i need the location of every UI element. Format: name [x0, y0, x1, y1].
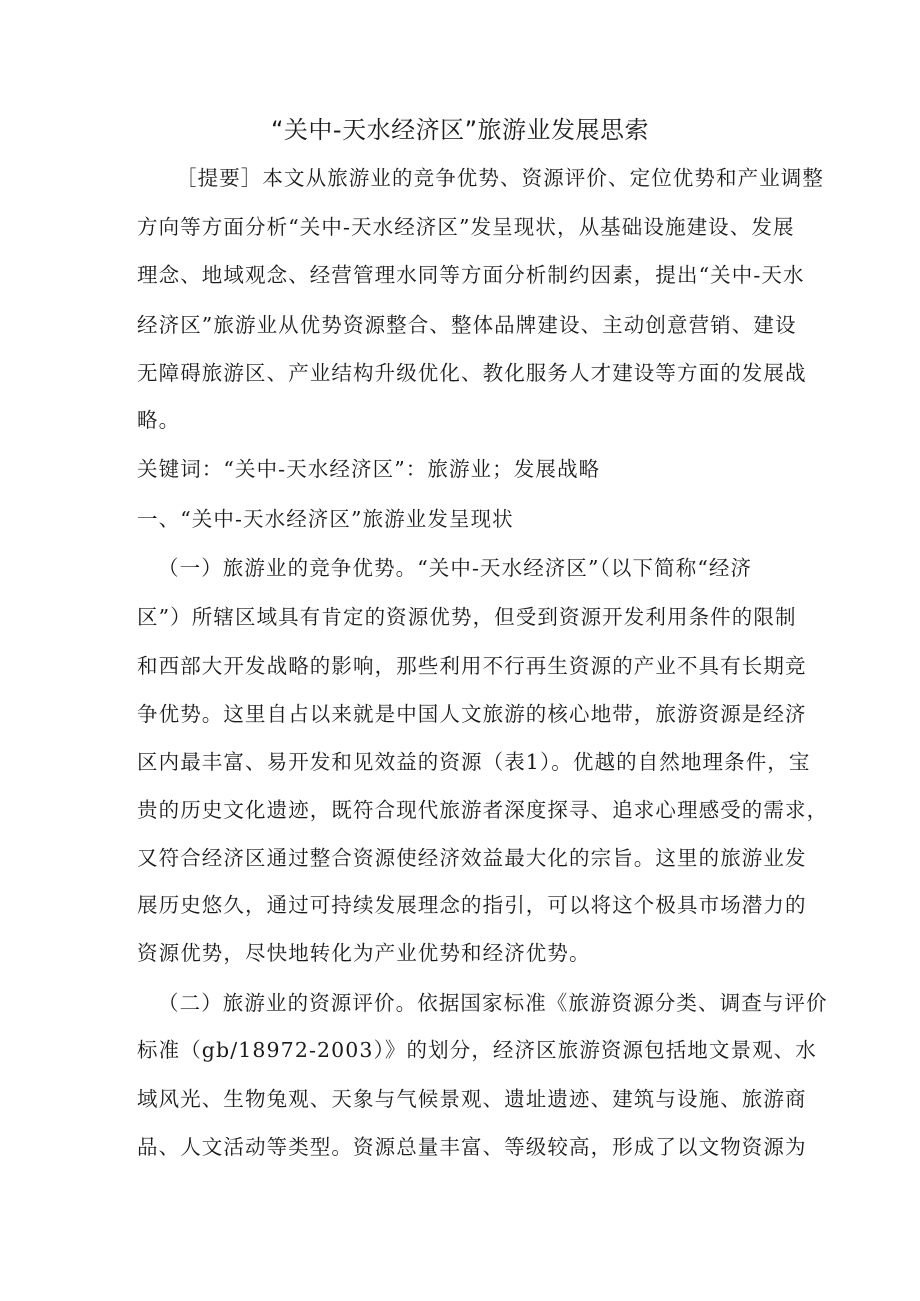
abstract-line: 略。	[137, 408, 181, 432]
abstract-line: 经济区”旅游业从优势资源整合、整体品牌建设、主动创意营销、建设	[137, 313, 797, 337]
paragraph-line: （二）旅游业的资源评价。依据国家标准《旅游资源分类、调查与评价	[158, 991, 828, 1015]
document-title: “关中-天水经济区”旅游业发展思索	[270, 116, 650, 144]
section-heading: 一、“关中-天水经济区”旅游业发呈现状	[137, 507, 514, 531]
paragraph-line: 品、人文活动等类型。资源总量丰富、等级较高，形成了以文物资源为	[137, 1135, 807, 1159]
paragraph-line: 资源优势，尽快地转化为产业优势和经济优势。	[137, 941, 591, 965]
abstract-line: 方向等方面分析“关中-天水经济区”发呈现状，从基础设施建设、发展	[137, 215, 795, 239]
paragraph-line: 争优势。这里自占以来就是中国人文旅游的核心地带，旅游资源是经济	[137, 702, 807, 726]
keywords-line: 关键词：“关中-天水经济区”：旅游业；发展战略	[137, 457, 601, 481]
paragraph-line: 和西部大开发战略的影响，那些利用不行再生资源的产业不具有长期竞	[137, 654, 807, 678]
paragraph-line: 又符合经济区通过整合资源使经济效益最大化的宗旨。这里的旅游业发	[137, 846, 807, 870]
paragraph-line: 贵的历史文化遗迹，既符合现代旅游者深度探寻、追求心理感受的需求，	[137, 798, 829, 822]
paragraph-line: 标准（gb/18972-2003）》的划分，经济区旅游资源包括地文景观、水	[137, 1038, 817, 1062]
paragraph-line: 域风光、生物兔观、天象与气候景观、遗址遗迹、建筑与设施、旅游商	[137, 1087, 807, 1111]
paragraph-line: 展历史悠久，通过可持续发展理念的指引，可以将这个极具市场潜力的	[137, 893, 807, 917]
paragraph-line: （一）旅游业的竞争优势。“关中-天水经济区”（以下简称“经济	[158, 556, 753, 580]
abstract-line: 理念、地域观念、经营管理水同等方面分析制约因素，提出“关中-天水	[137, 263, 805, 287]
abstract-line: ［提要］本文从旅游业的竞争优势、资源评价、定位优势和产业调整	[176, 166, 824, 190]
paragraph-line: 区”）所辖区域具有肯定的资源优势，但受到资源开发利用条件的限制	[137, 605, 797, 629]
paragraph-line: 区内最丰富、易开发和见效益的资源（表1）。优越的自然地理条件，宝	[137, 750, 811, 774]
abstract-line: 无障碍旅游区、产业结构升级优化、教化服务人才建设等方面的发展战	[137, 361, 807, 385]
